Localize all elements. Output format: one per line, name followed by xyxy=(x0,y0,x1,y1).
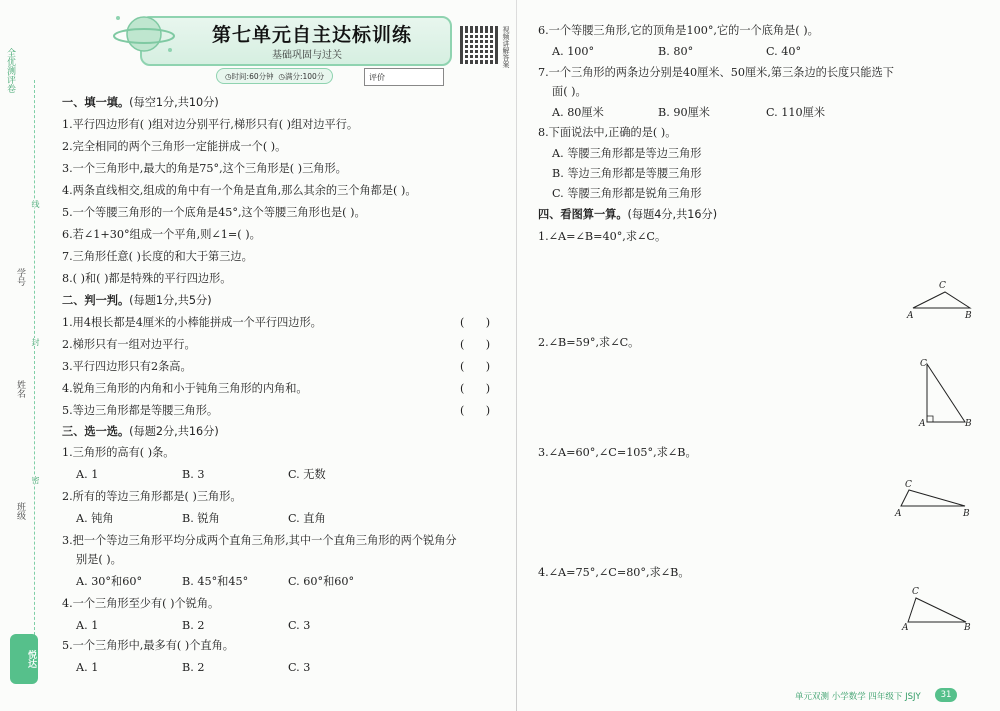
column-divider xyxy=(516,0,517,711)
choice-8-option-c[interactable]: C. 等腰三角形都是锐角三角形 xyxy=(552,187,702,200)
choice-7-option-c[interactable]: C. 110厘米 xyxy=(766,106,826,119)
choice-5-option-b[interactable]: B. 2 xyxy=(182,661,205,674)
calc-problem-4: 4.∠A=75°,∠C=80°,求∠B。 xyxy=(538,566,690,579)
vertex-c: C xyxy=(939,281,946,291)
binding-strip xyxy=(0,0,40,711)
cut-mark-seal: 封 xyxy=(31,338,40,346)
choice-4-option-a[interactable]: A. 1 xyxy=(76,619,99,632)
vertex-a: A xyxy=(919,419,926,429)
choice-1-option-a[interactable]: A. 1 xyxy=(76,468,99,481)
fill-question-2: 2.完全相同的两个三角形一定能拼成一个( )。 xyxy=(62,140,287,153)
section-title: 三、选一选。 xyxy=(62,425,130,438)
vertex-c: C xyxy=(905,480,912,490)
triangle-figure-3 xyxy=(893,480,975,519)
judge-question-5: 5.等边三角形都是等腰三角形。 xyxy=(62,404,219,417)
choice-6-option-a[interactable]: A. 100° xyxy=(552,45,595,58)
judge-answer-3[interactable]: ( ) xyxy=(460,360,491,373)
fill-question-8: 8.( )和( )都是特殊的平行四边形。 xyxy=(62,272,232,285)
choice-question-1: 1.三角形的高有( )条。 xyxy=(62,446,175,459)
choice-7-option-a[interactable]: A. 80厘米 xyxy=(552,106,604,119)
vertex-a: A xyxy=(902,623,909,633)
section-judge-title xyxy=(62,294,212,308)
choice-3-option-a[interactable]: A. 30°和60° xyxy=(76,575,143,588)
score-icon: ◷ xyxy=(278,72,285,81)
section-title: 二、判一判。 xyxy=(62,294,130,307)
fill-question-1: 1.平行四边形有( )组对边分别平行,梯形只有( )组对边平行。 xyxy=(62,118,359,131)
score-box[interactable] xyxy=(364,68,444,86)
clock-icon: ◷ xyxy=(225,72,232,81)
choice-1-option-b[interactable]: B. 3 xyxy=(182,468,205,481)
choice-question-3-cont: 别是( )。 xyxy=(76,553,122,566)
fill-question-6: 6.若∠1+30°组成一个平角,则∠1=( )。 xyxy=(62,228,261,241)
choice-4-option-c[interactable]: C. 3 xyxy=(288,619,311,632)
judge-question-1: 1.用4根长都是4厘米的小棒能拼成一个平行四边形。 xyxy=(62,316,322,329)
section-choice-title xyxy=(62,425,219,439)
vertex-c: C xyxy=(920,359,927,369)
section-calc-title xyxy=(538,208,717,222)
student-name-label: 姓名 xyxy=(15,380,25,398)
judge-answer-4[interactable]: ( ) xyxy=(460,382,491,395)
choice-question-5: 5.一个三角形中,最多有( )个直角。 xyxy=(62,639,234,652)
choice-3-option-b[interactable]: B. 45°和45° xyxy=(182,575,249,588)
page-number: 31 xyxy=(935,688,957,702)
choice-2-option-c[interactable]: C. 直角 xyxy=(288,512,326,525)
score-label: 评价 xyxy=(369,73,385,82)
fill-question-3: 3.一个三角形中,最大的角是75°,这个三角形是( )三角形。 xyxy=(62,162,347,175)
exam-meta xyxy=(216,68,333,84)
publisher-logo: 悦达 xyxy=(10,634,38,684)
section-note: (每题2分,共16分) xyxy=(129,425,219,438)
calc-problem-1: 1.∠A=∠B=40°,求∠C。 xyxy=(538,230,667,243)
section-title: 四、看图算一算。 xyxy=(538,208,628,221)
time-limit: 时间:60分钟 xyxy=(231,72,274,81)
vertex-b: B xyxy=(964,623,971,633)
vertex-b: B xyxy=(965,311,972,321)
choice-question-7-cont: 面( )。 xyxy=(552,85,587,98)
calc-problem-3: 3.∠A=60°,∠C=105°,求∠B。 xyxy=(538,446,697,459)
choice-question-8: 8.下面说法中,正确的是( )。 xyxy=(538,126,677,139)
fill-question-7: 7.三角形任意( )长度的和大于第三边。 xyxy=(62,250,253,263)
choice-1-option-c[interactable]: C. 无数 xyxy=(288,468,326,481)
choice-6-option-b[interactable]: B. 80° xyxy=(658,45,694,58)
qr-caption: 视频讲解答案 xyxy=(502,26,510,68)
calc-problem-2: 2.∠B=59°,求∠C。 xyxy=(538,336,640,349)
choice-question-6: 6.一个等腰三角形,它的顶角是100°,它的一个底角是( )。 xyxy=(538,24,819,37)
choice-7-option-b[interactable]: B. 90厘米 xyxy=(658,106,710,119)
choice-question-3: 3.把一个等边三角形平均分成两个直角三角形,其中一个直角三角形的两个锐角分 xyxy=(62,534,457,547)
vertex-a: A xyxy=(895,509,902,519)
page-title: 第七单元自主达标训练 xyxy=(212,24,413,46)
section-fill-blank-title xyxy=(62,96,219,110)
fill-question-5: 5.一个等腰三角形的一个底角是45°,这个等腰三角形也是( )。 xyxy=(62,206,366,219)
vertex-a: A xyxy=(907,311,914,321)
cut-mark-line: 线 xyxy=(31,200,40,208)
triangle-figure-2 xyxy=(915,358,975,430)
student-number-label: 学号 xyxy=(15,268,25,286)
judge-question-4: 4.锐角三角形的内角和小于钝角三角形的内角和。 xyxy=(62,382,308,395)
fill-question-4: 4.两条直线相交,组成的角中有一个角是直角,那么其余的三个角都是( )。 xyxy=(62,184,417,197)
cut-line xyxy=(34,80,35,640)
worksheet-header xyxy=(112,10,457,80)
footer-series: 单元双测 小学数学 四年级下 JSJY xyxy=(795,692,921,702)
judge-answer-2[interactable]: ( ) xyxy=(460,338,491,351)
cut-mark-secret: 密 xyxy=(31,476,40,484)
brand-label: 全优测评卷 xyxy=(5,48,15,93)
choice-3-option-c[interactable]: C. 60°和60° xyxy=(288,575,355,588)
choice-question-4: 4.一个三角形至少有( )个锐角。 xyxy=(62,597,220,610)
judge-question-2: 2.梯形只有一组对边平行。 xyxy=(62,338,196,351)
page-subtitle: 基础巩固与过关 xyxy=(272,50,342,61)
judge-answer-1[interactable]: ( ) xyxy=(460,316,491,329)
judge-question-3: 3.平行四边形只有2条高。 xyxy=(62,360,192,373)
class-label: 班级 xyxy=(15,502,25,520)
choice-5-option-c[interactable]: C. 3 xyxy=(288,661,311,674)
section-note: (每空1分,共10分) xyxy=(129,96,219,109)
choice-8-option-a[interactable]: A. 等腰三角形都是等边三角形 xyxy=(552,147,702,160)
qr-code-icon[interactable] xyxy=(460,26,498,64)
triangle-figure-1 xyxy=(905,281,975,321)
section-note: (每题4分,共16分) xyxy=(627,208,718,221)
vertex-c: C xyxy=(912,587,919,597)
choice-5-option-a[interactable]: A. 1 xyxy=(76,661,99,674)
choice-6-option-c[interactable]: C. 40° xyxy=(766,45,802,58)
planet-icon xyxy=(112,10,176,58)
choice-4-option-b[interactable]: B. 2 xyxy=(182,619,205,632)
choice-question-7: 7.一个三角形的两条边分别是40厘米、50厘米,第三条边的长度只能选下 xyxy=(538,66,894,79)
choice-2-option-a[interactable]: A. 钝角 xyxy=(76,512,114,525)
vertex-b: B xyxy=(963,509,970,519)
section-note: (每题1分,共5分) xyxy=(129,294,212,307)
full-score: 满分:100分 xyxy=(284,72,325,81)
choice-2-option-b[interactable]: B. 锐角 xyxy=(182,512,220,525)
triangle-figure-4 xyxy=(900,586,975,632)
vertex-b: B xyxy=(965,419,972,429)
judge-answer-5[interactable]: ( ) xyxy=(460,404,491,417)
choice-question-2: 2.所有的等边三角形都是( )三角形。 xyxy=(62,490,242,503)
choice-8-option-b[interactable]: B. 等边三角形都是等腰三角形 xyxy=(552,167,702,180)
section-title: 一、填一填。 xyxy=(62,96,130,109)
